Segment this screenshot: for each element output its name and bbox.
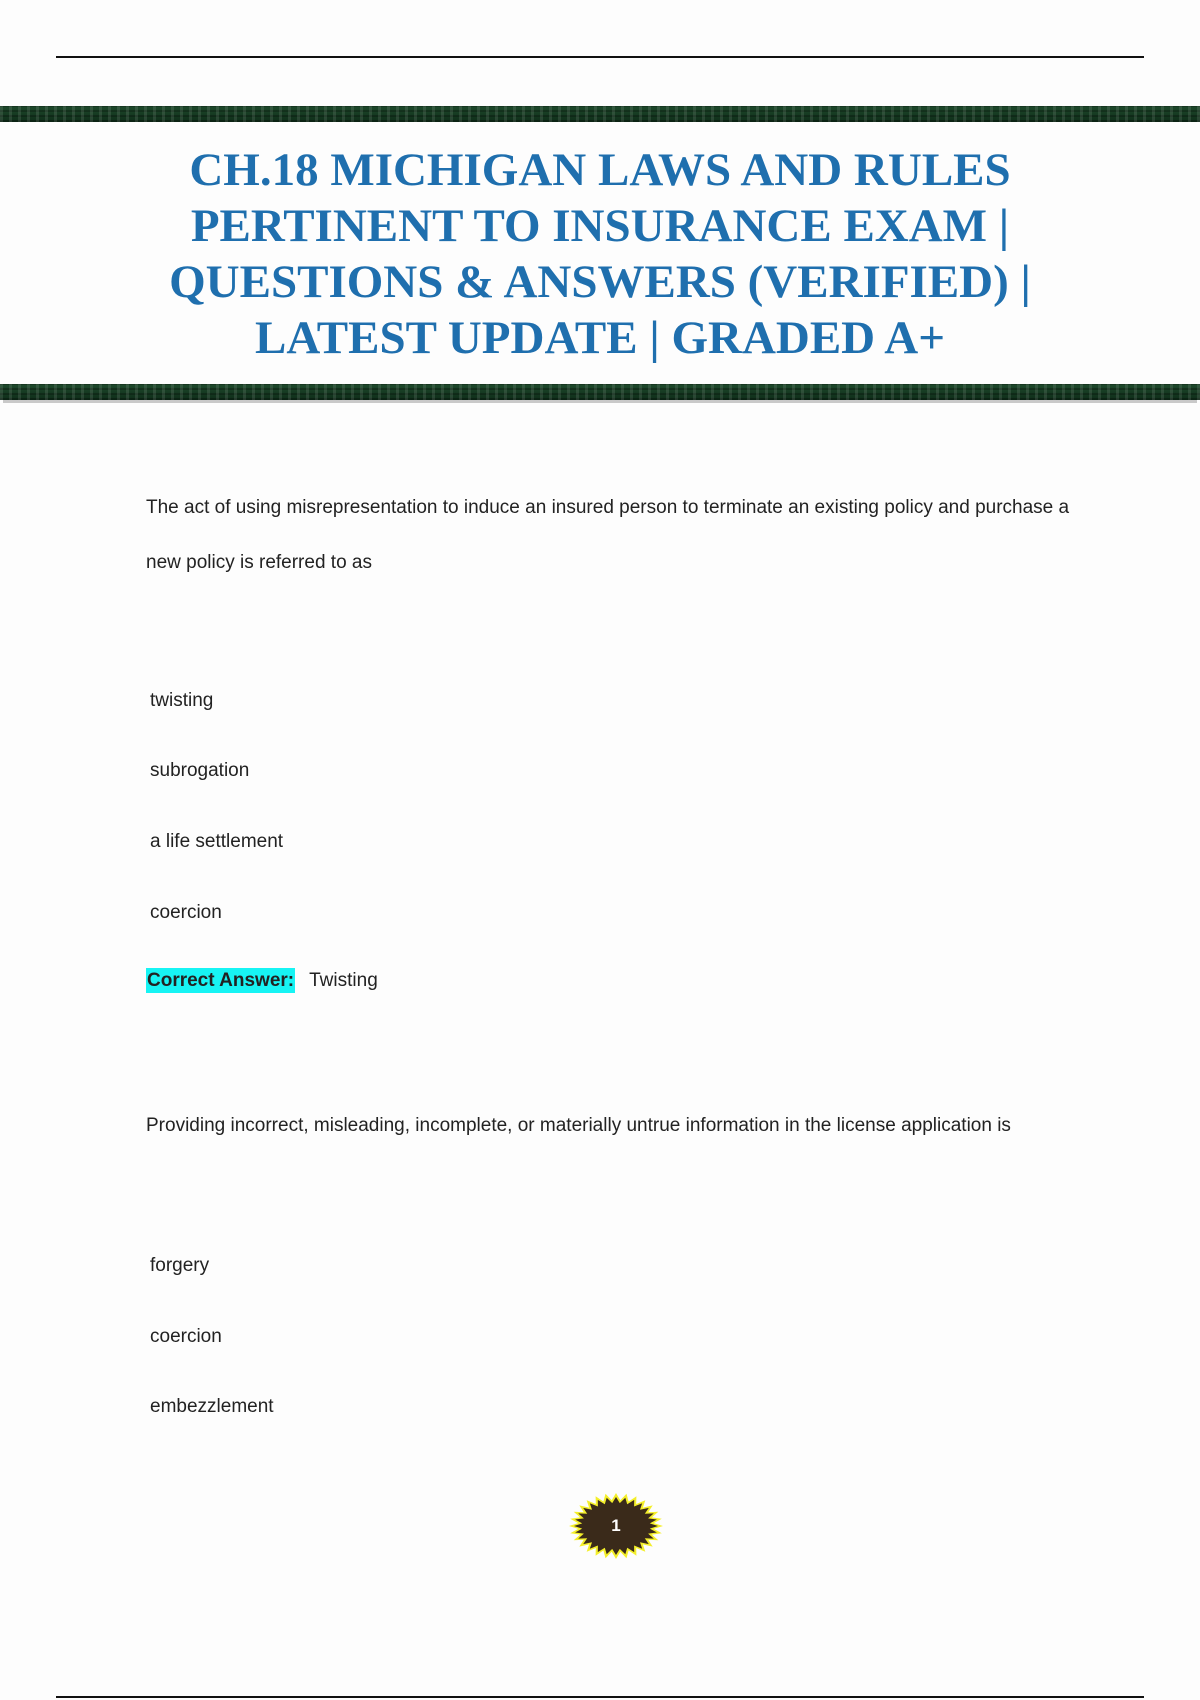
decorative-band-bottom [0, 384, 1200, 400]
question-1-option-3: a life settlement [150, 831, 284, 852]
question-2-option-1: forgery [150, 1255, 210, 1276]
question-1-option-2: subrogation [150, 760, 250, 781]
header-rule [56, 56, 1144, 58]
title-line-3: QUESTIONS & ANSWERS (VERIFIED) | [169, 256, 1031, 308]
question-1-option-4: coercion [150, 902, 222, 923]
question-1-answer [146, 970, 378, 992]
document-title [80, 142, 1120, 366]
title-line-2: PERTINENT TO INSURANCE EXAM | [190, 200, 1010, 252]
decorative-band-top [0, 106, 1200, 122]
footer-rule [56, 1696, 1144, 1698]
title-line-1: CH.18 MICHIGAN LAWS AND RULES [189, 144, 1011, 196]
title-line-4: LATEST UPDATE | GRADED A+ [254, 312, 946, 364]
correct-answer-value: Twisting [309, 970, 378, 991]
question-2-prompt: Providing incorrect, misleading, incomplete, or materially untrue information in the license application is [146, 1115, 1011, 1136]
correct-answer-label: Correct Answer: [147, 970, 295, 991]
question-1-option-1: twisting [150, 690, 214, 711]
question-1-prompt: The act of using misrepresentation to induce an insured person to terminate an existing policy and purchase a new policy is referred to as [146, 497, 1070, 573]
question-2-option-2: coercion [150, 1326, 222, 1347]
page-number: 1 [611, 1516, 621, 1535]
question-2-option-3: embezzlement [150, 1396, 274, 1417]
